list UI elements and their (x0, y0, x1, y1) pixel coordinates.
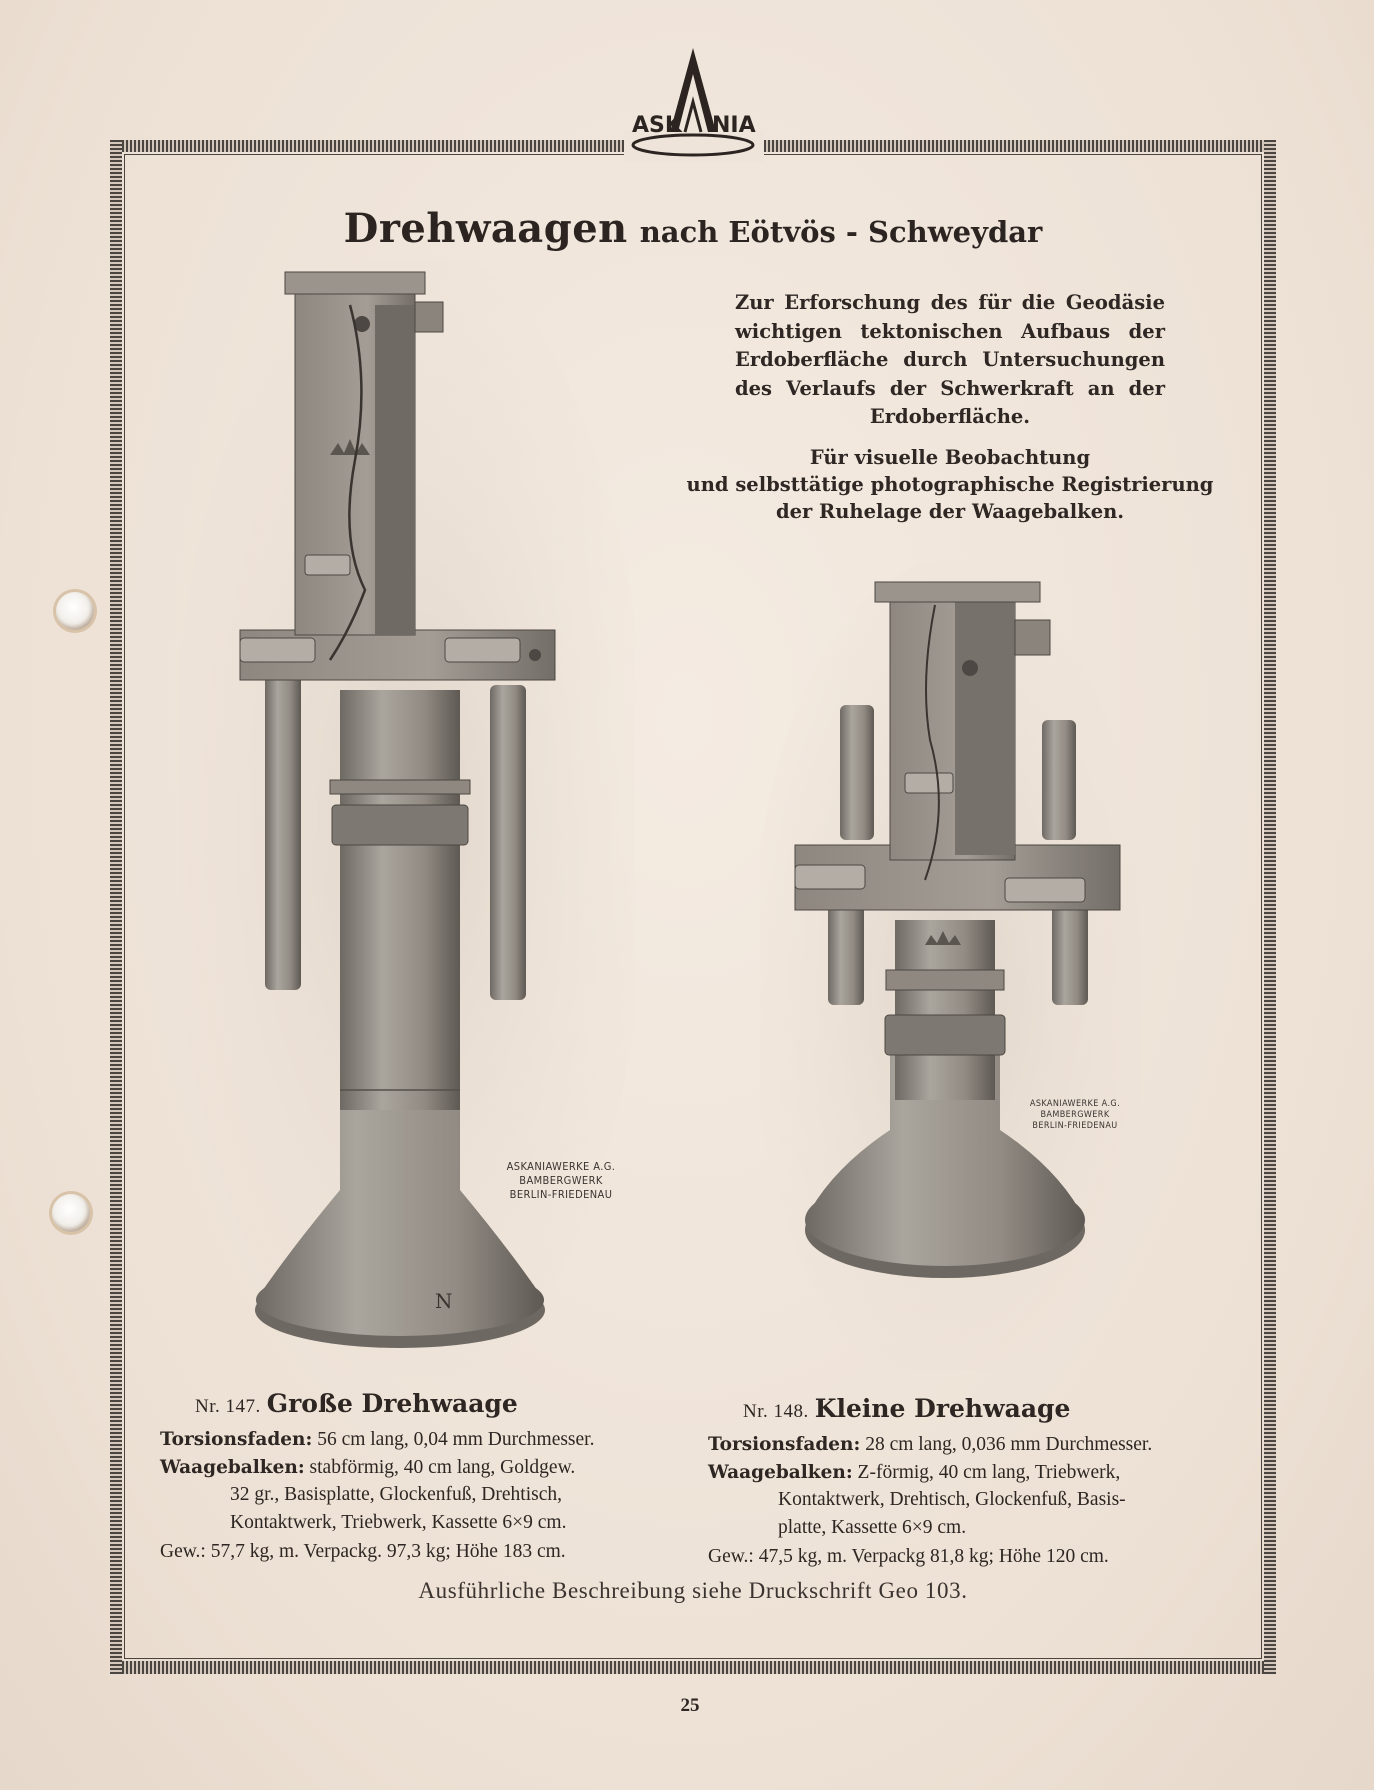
intro-line: der Ruhelage der Waagebalken. (775, 499, 1125, 523)
product-spec-147 (160, 1389, 680, 1566)
maker-line: BERLIN-FRIEDENAU (1032, 1121, 1118, 1131)
product-heading (743, 1394, 1228, 1423)
maker-line: ASKANIAWERKE A.G. (506, 1160, 616, 1173)
photo-large-torsion-balance (180, 260, 635, 1375)
torsion-value: 28 cm lang, 0,036 mm Durchmesser. (860, 1434, 1153, 1455)
beam-spec-continued: Kontaktwerk, Triebwerk, Kassette 6×9 cm. (230, 1511, 567, 1533)
logo-left-letters: ASK (632, 113, 682, 138)
torsion-value: 56 cm lang, 0,04 mm Durchmesser. (312, 1429, 595, 1450)
frame-left (110, 140, 122, 1674)
frame-top-right (760, 140, 1276, 152)
maker-label-small (1025, 1099, 1125, 1132)
beam-spec-continued: platte, Kassette 6×9 cm. (778, 1516, 967, 1538)
torsion-spec (708, 1431, 1228, 1459)
product-name: Kleine Drehwaage (814, 1394, 1071, 1423)
beam-spec-continued: Kontaktwerk, Drehtisch, Glockenfuß, Basis- (778, 1489, 1126, 1510)
maker-line: BERLIN-FRIEDENAU (509, 1188, 613, 1201)
torsion-label: Torsionsfaden: (160, 1429, 313, 1450)
intro-line: und selbsttätige photographische Registrierung (686, 472, 1214, 496)
beam-value: Z-förmig, 40 cm lang, Triebwerk, (852, 1461, 1121, 1483)
beam-label: Waagebalken: (708, 1461, 853, 1483)
beam-spec-continued: 32 gr., Basisplatte, Glockenfuß, Drehtisch, (230, 1484, 562, 1505)
beam-label: Waagebalken: (160, 1456, 305, 1478)
photo-small-torsion-balance (760, 560, 1140, 1370)
askania-logo (628, 44, 758, 162)
beam-spec (160, 1454, 680, 1482)
product-name: Große Drehwaage (266, 1389, 518, 1418)
product-spec-148 (708, 1394, 1228, 1571)
beam-value: stabförmig, 40 cm lang, Goldgew. (304, 1456, 576, 1478)
title-sub: nach Eötvös - Schweydar (639, 215, 1043, 249)
intro-paragraph-observation (660, 444, 1240, 525)
frame-top-left (110, 140, 630, 152)
weight-spec: Gew.: 57,7 kg, m. Verpackg. 97,3 kg; Höhe 183 cm. (160, 1541, 566, 1562)
frame-bottom (110, 1661, 1276, 1674)
intro-line: Für visuelle Beobachtung (809, 445, 1091, 469)
intro-text (660, 289, 1240, 525)
logo-right-letters: NIA (712, 113, 756, 138)
page-title (124, 205, 1262, 252)
weight-spec: Gew.: 47,5 kg, m. Verpackg 81,8 kg; Höhe 120 cm. (708, 1546, 1109, 1567)
maker-line: BAMBERGWERK (519, 1174, 603, 1187)
page-number: 25 (680, 1695, 700, 1716)
punch-hole-upper (56, 592, 94, 630)
torsion-spec (160, 1426, 680, 1454)
torsion-label: Torsionsfaden: (708, 1434, 861, 1455)
punch-hole-lower (52, 1194, 90, 1232)
maker-line: BAMBERGWERK (1040, 1110, 1110, 1120)
maker-label-large (486, 1160, 636, 1202)
beam-spec (708, 1459, 1228, 1487)
product-heading (195, 1389, 680, 1418)
reference-footnote: Ausführliche Beschreibung siehe Druckschrift Geo 103. (418, 1578, 968, 1603)
maker-line: ASKANIAWERKE A.G. (1029, 1099, 1121, 1109)
title-main: Drehwaagen (343, 205, 628, 252)
base-mark: N (435, 1289, 453, 1313)
intro-paragraph-research: Zur Erforschung des für die Geodäsie wichtigen tektonischen Aufbaus der Erdoberfläche durch Untersuchungen des Verlaufs der Schwerkraft an der Erdoberfläche. (735, 291, 1165, 428)
product-number: Nr. 148. (743, 1401, 809, 1422)
frame-right (1264, 140, 1276, 1674)
product-number: Nr. 147. (195, 1396, 261, 1417)
